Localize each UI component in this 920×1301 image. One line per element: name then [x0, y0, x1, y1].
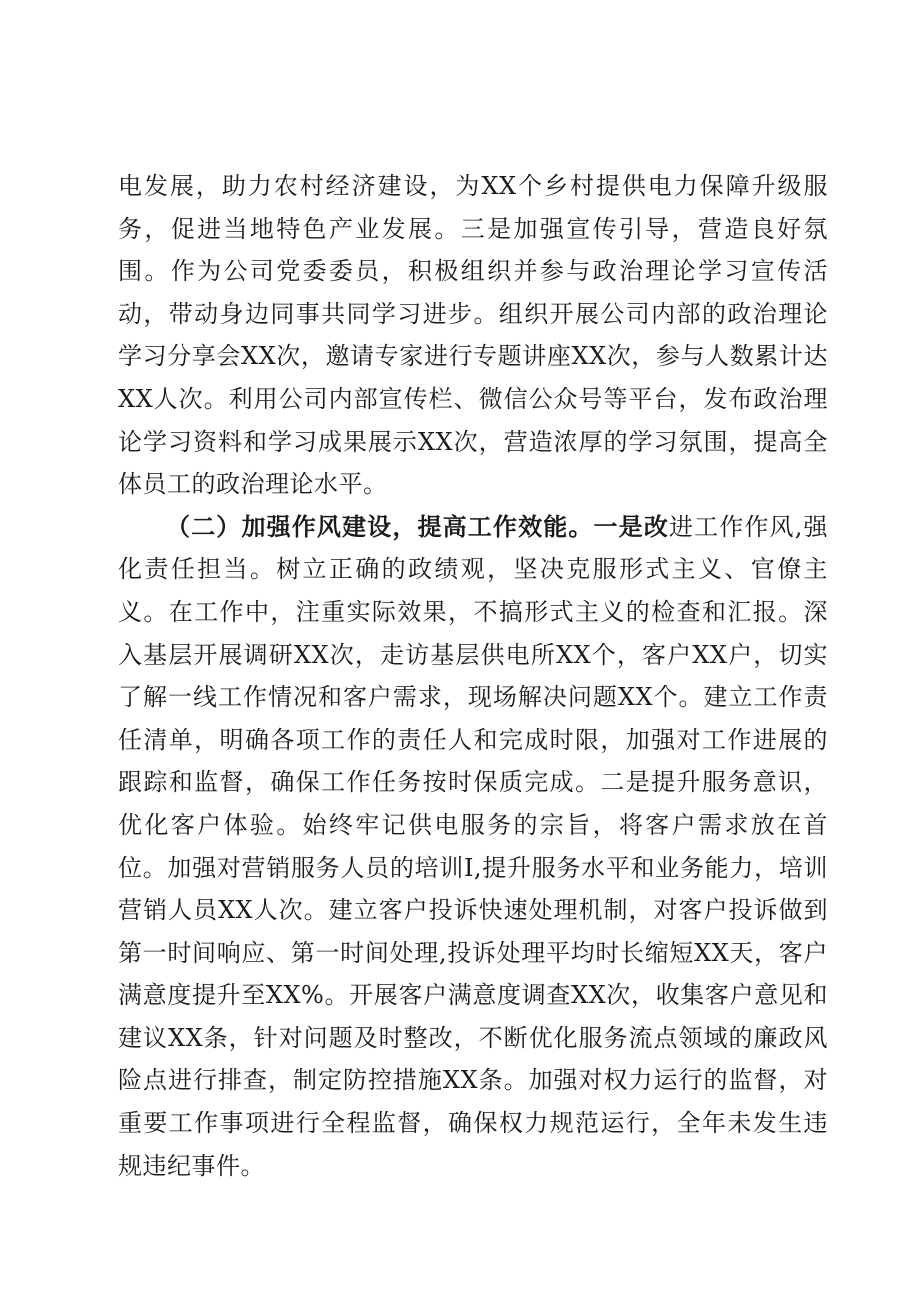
- section-heading: （二）加强作风建设，提高工作效能。一是改: [166, 511, 669, 541]
- paragraph-body: 进工作作风,强化责任担当。树立正确的政绩观，坚决克服形式主义、官僚主义。在工作中，注重实际效果，不搞形式主义的检查和汇报。深入基层开展调研XX次，走访基层供电所XX个，客户XX户，切实了解一线工作情况和客户需求，现场解决问题XX个。建立工作责任清单，明确各项工作的责任人和完成时限，加强对工作进展的跟踪和监督，确保工作任务按时保质完成。二是提升服务意识，优化客户体验。始终牢记供电服务的宗旨，将客户需求放在首位。加强对营销服务人员的培训I,提升服务水平和业务能力，培训营销人员XX人次。建立客户投诉快速处理机制，对客户投诉做到第一时间响应、第一时间处理,投诉处理平均时长缩短XX天，客户满意度提升至XX%。开展客户满意度调查XX次，收集客户意见和建议XX条，针对问题及时整改，不断优化服务流点领域的廉政风险点进行排查，制定防控措施XX条。加强对权力运行的监督，对重要工作事项进行全程监督，确保权力规范运行，全年未发生违规违纪事件。: [118, 512, 828, 1180]
- paragraph: 电发展，助力农村经济建设，为XX个乡村提供电力保障升级服务，促进当地特色产业发展。三是加强宣传引导，营造良好氛围。作为公司党委委员，积极组织并参与政治理论学习宣传活动，带动身边同事共同学习进步。组织开展公司内部的政治理论学习分享会XX次，邀请专家进行专题讲座XX次，参与人数累计达XX人次。利用公司内部宣传栏、微信公众号等平台，发布政治理论学习资料和学习成果展示XX次，营造浓厚的学习氛围，提高全体员工的政治理论水平。: [118, 172, 828, 499]
- paragraph: [118, 506, 828, 1188]
- body-text: [118, 165, 828, 1187]
